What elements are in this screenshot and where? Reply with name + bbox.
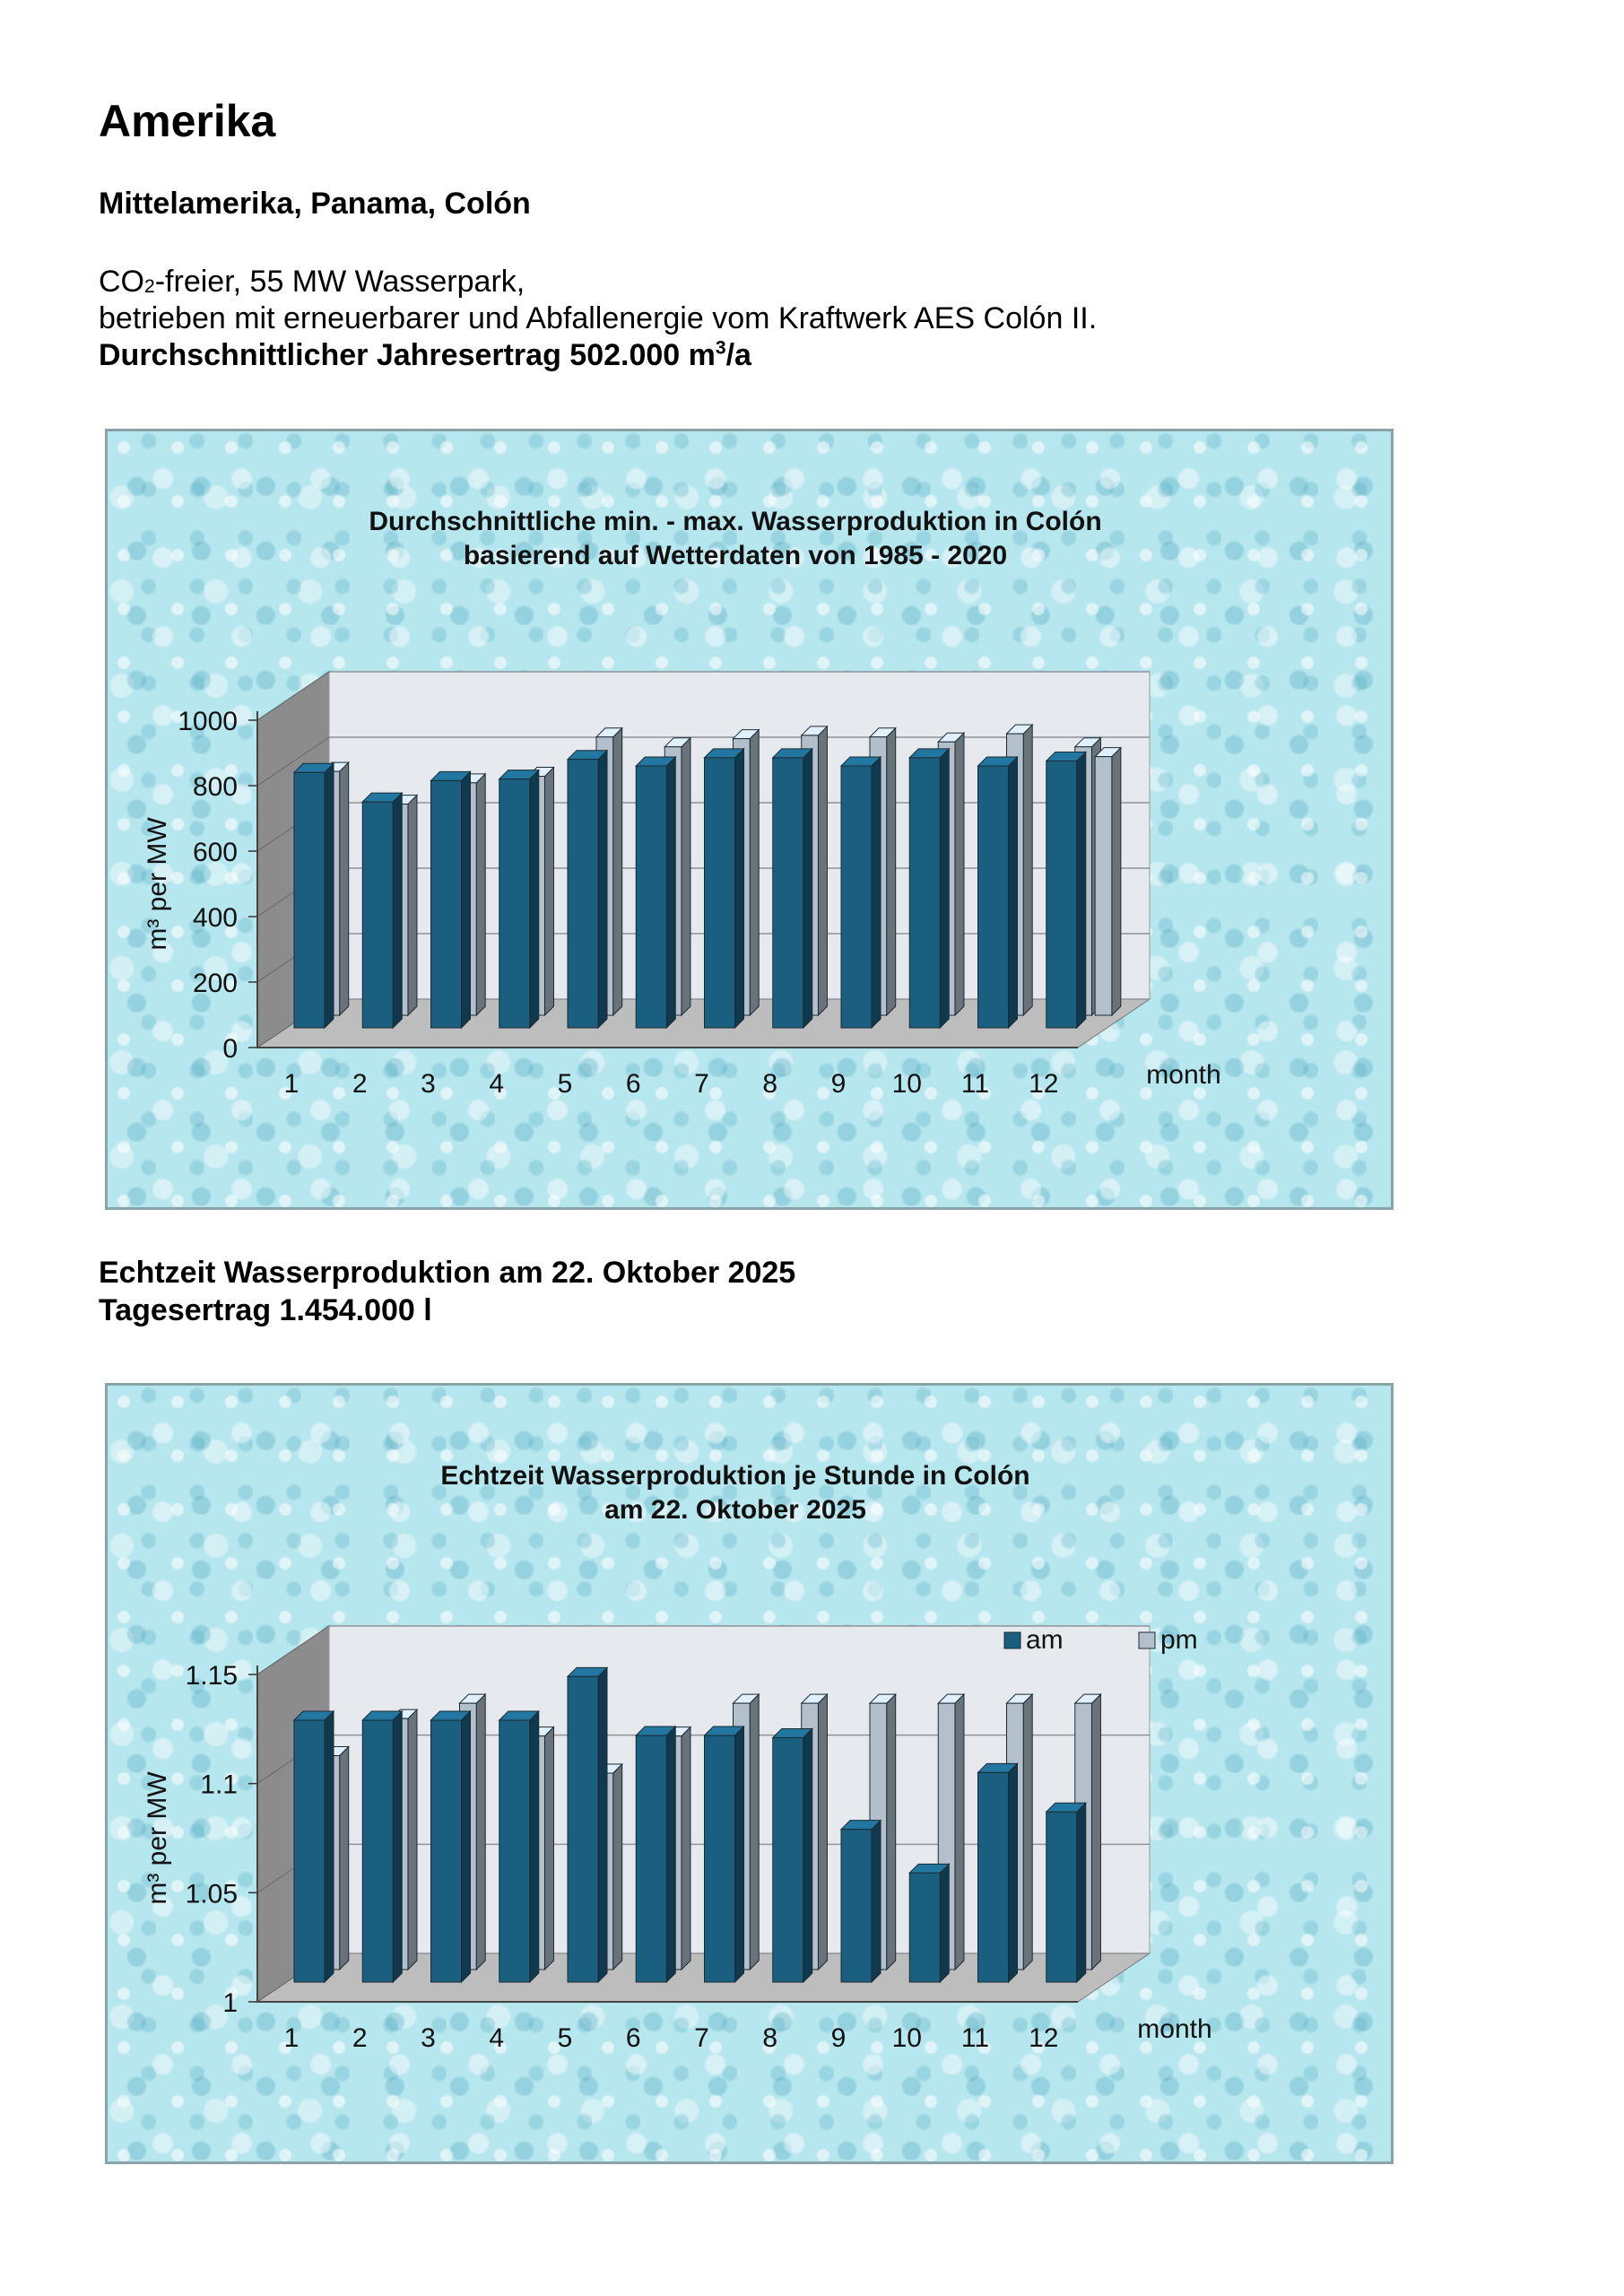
c1-bar-s1-4: [499, 770, 539, 1028]
c1-bar-extra: [1095, 748, 1121, 1015]
c1-xtick-label-5: 5: [557, 1069, 573, 1099]
c2-title-line-1: Echtzeit Wasserproduktion je Stunde in Colón: [440, 1461, 1030, 1491]
c2-xtick-label-8: 8: [762, 2023, 778, 2053]
c1-bar-s1-12-front: [1046, 761, 1077, 1028]
c2-bar-am-12-front: [1046, 1812, 1077, 1982]
c2-bar-am-5-front: [568, 1676, 598, 1982]
c2-bar-am-10: [909, 1864, 949, 1982]
hourly-production-chart-svg: [108, 1386, 1391, 2161]
c2-bar-pm-11-side: [1023, 1694, 1032, 1970]
c1-bar-s1-2: [362, 793, 402, 1028]
c1-bar-s2-9-side: [887, 728, 896, 1015]
c2-bar-am-5: [568, 1667, 607, 1982]
c2-bar-am-4: [499, 1711, 539, 1982]
c1-title-line-1: Durchschnittliche min. - max. Wasserproduktion in Colón: [369, 507, 1102, 536]
c1-bar-s1-6-front: [636, 766, 666, 1028]
c2-bar-am-10-front: [909, 1873, 940, 1982]
c2-bar-pm-8-side: [818, 1694, 827, 1970]
c1-bar-s2-3-side: [476, 774, 485, 1015]
annual-yield-unit: /a: [725, 338, 751, 372]
c1-ylabel: m³ per MW: [143, 817, 172, 951]
c2-bar-am-12-side: [1077, 1803, 1086, 1982]
c1-xtick-label-8: 8: [762, 1069, 778, 1099]
c2-legend-swatch-pm: [1139, 1632, 1155, 1648]
c1-xtick-label-7: 7: [694, 1069, 709, 1099]
c1-bar-s1-10-side: [940, 749, 949, 1028]
c2-bar-am-7-side: [735, 1726, 744, 1982]
c1-bar-s2-11-side: [1023, 725, 1032, 1015]
c2-xtick-label-4: 4: [489, 2023, 505, 2053]
c1-bar-s1-3: [431, 771, 471, 1028]
c2-ytick-label: 1.1: [200, 1770, 238, 1800]
daily-yield: Tagesertrag 1.454.000 l: [99, 1293, 432, 1327]
c1-xtick-label-10: 10: [891, 1069, 922, 1099]
c2-bar-am-4-front: [499, 1720, 530, 1982]
c2-xtick-label-11: 11: [960, 2023, 990, 2053]
c2-bar-am-10-side: [940, 1864, 949, 1982]
c2-bar-pm-9-side: [887, 1694, 896, 1970]
c2-legend-label-am: am: [1026, 1625, 1064, 1655]
c2-title-line-2: am 22. Oktober 2025: [604, 1495, 866, 1525]
c2-xtick-label-7: 7: [694, 2023, 709, 2053]
co2-prefix: CO: [99, 265, 144, 299]
c1-bar-s2-1-side: [340, 762, 349, 1015]
c2-bar-pm-4-side: [544, 1727, 553, 1970]
c2-bar-am-12: [1046, 1803, 1086, 1982]
c2-bar-am-2: [362, 1711, 402, 1982]
c2-ylabel: m³ per MW: [143, 1771, 172, 1905]
c1-bar-s1-1-front: [294, 772, 325, 1028]
c2-bar-am-4-side: [530, 1711, 539, 1982]
c2-bar-am-11-side: [1009, 1763, 1018, 1982]
c2-xtick-label-12: 12: [1029, 2023, 1059, 2053]
c1-ytick-label: 200: [192, 969, 238, 998]
c2-bar-am-8: [773, 1728, 812, 1982]
annual-yield-text: Durchschnittlicher Jahresertrag 502.000 m: [99, 338, 716, 372]
c1-ytick-label: 0: [222, 1034, 238, 1064]
park-description-rest: -freier, 55 MW Wasserpark,: [154, 265, 525, 299]
c1-bar-s1-6-side: [666, 757, 675, 1028]
c1-xtick-label-4: 4: [489, 1069, 505, 1099]
monthly-production-chart-svg: [108, 431, 1391, 1207]
c2-bar-am-2-front: [362, 1720, 393, 1982]
c2-xtick-label-9: 9: [830, 2023, 847, 2053]
c2-bar-am-3-side: [462, 1711, 471, 1982]
c1-bar-s1-1-side: [325, 763, 334, 1028]
c2-bar-am-9-front: [841, 1830, 872, 1982]
c1-bar-s1-12: [1046, 752, 1086, 1028]
c1-xtick-label-2: 2: [352, 1069, 368, 1099]
c1-ytick-label: 1000: [178, 707, 238, 736]
c1-bar-s1-9-side: [872, 757, 881, 1028]
c2-bar-am-11-front: [978, 1772, 1009, 1982]
c2-bar-pm-1-side: [340, 1747, 349, 1970]
c1-bar-s1-11-side: [1009, 757, 1018, 1028]
c1-bar-s1-4-front: [499, 779, 530, 1028]
c2-bar-pm-6-side: [682, 1727, 690, 1970]
realtime-heading: Echtzeit Wasserproduktion am 22. Oktober 2025: [99, 1256, 796, 1290]
c2-bar-am-7: [705, 1726, 744, 1982]
c1-bar-s1-2-side: [393, 793, 402, 1028]
c2-ytick-label: 1.15: [185, 1661, 238, 1691]
c1-bar-s1-5-side: [598, 751, 607, 1028]
c2-bar-pm-3-side: [476, 1694, 485, 1970]
c1-ytick-label: 400: [192, 903, 238, 933]
c1-bar-s2-10-side: [955, 733, 964, 1015]
monthly-production-chart: [105, 429, 1394, 1210]
c2-bar-am-1-side: [325, 1711, 334, 1982]
c1-bar-s1-11-front: [978, 766, 1009, 1028]
c2-bar-am-6-front: [636, 1735, 666, 1982]
c2-bar-am-1-front: [294, 1720, 325, 1982]
c2-bar-pm-2-side: [408, 1709, 417, 1970]
c2-bar-am-2-side: [393, 1711, 402, 1982]
c2-bar-am-5-side: [598, 1667, 607, 1982]
c1-bar-s1-4-side: [530, 770, 539, 1028]
c1-bar-s1-11: [978, 757, 1018, 1028]
c2-xtick-label-1: 1: [283, 2023, 300, 2053]
c1-title-line-2: basierend auf Wetterdaten von 1985 - 2020: [463, 541, 1008, 570]
c2-legend-swatch-am: [1004, 1632, 1020, 1648]
c2-bar-am-9-side: [872, 1821, 881, 1982]
c2-bar-am-1: [294, 1711, 334, 1982]
c2-bar-am-3: [431, 1711, 471, 1982]
c2-bar-am-8-front: [773, 1737, 803, 1982]
c1-xtick-label-3: 3: [421, 1069, 436, 1099]
c1-bar-s1-2-front: [362, 802, 393, 1028]
c1-bar-s1-8-front: [773, 758, 803, 1028]
c2-bar-am-3-front: [431, 1720, 462, 1982]
c1-bar-s1-7: [705, 749, 744, 1028]
hourly-production-chart: [105, 1383, 1394, 2164]
park-description: [99, 265, 525, 300]
c2-bar-pm-5-side: [613, 1764, 622, 1970]
c2-bar-pm-12-side: [1091, 1694, 1100, 1970]
c2-bar-am-11: [978, 1763, 1018, 1982]
c2-xtick-label-5: 5: [557, 2023, 573, 2053]
c1-bar-s2-5-side: [613, 728, 622, 1015]
c1-bar-s1-10: [909, 749, 949, 1028]
c2-xtick-label-3: 3: [421, 2023, 436, 2053]
operation-description: betrieben mit erneuerbarer und Abfallenergie vom Kraftwerk AES Colón II.: [99, 301, 1098, 335]
annual-yield-sup: 3: [715, 337, 726, 359]
co2-subscript: 2: [144, 276, 155, 298]
c2-bar-am-7-front: [705, 1735, 735, 1982]
c1-bar-s1-8-side: [803, 749, 812, 1028]
page-title: Amerika: [99, 96, 276, 146]
c2-xtick-label-6: 6: [625, 2023, 641, 2053]
c1-bar-s1-5-front: [568, 760, 598, 1028]
c1-xtick-label-12: 12: [1029, 1069, 1059, 1099]
c1-xtick-label-11: 11: [960, 1069, 990, 1099]
c2-ytick-label: 1.05: [185, 1879, 238, 1909]
c1-xtick-label-6: 6: [625, 1069, 641, 1099]
c1-bar-s2-2-side: [408, 796, 417, 1015]
c2-bar-pm-7-side: [750, 1694, 759, 1970]
c1-bar-s1-7-front: [705, 758, 735, 1028]
c2-bar-am-6: [636, 1726, 675, 1982]
c1-bar-s1-12-side: [1077, 752, 1086, 1028]
c2-ytick-label: 1: [222, 1988, 238, 2018]
c1-bar-s2-4-side: [544, 768, 553, 1015]
c2-bar-am-9: [841, 1821, 881, 1982]
c1-bar-extra-side: [1112, 748, 1121, 1015]
c2-bar-am-6-side: [666, 1726, 675, 1982]
c2-xlabel: month: [1137, 2014, 1212, 2044]
c1-xtick-label-9: 9: [830, 1069, 847, 1099]
c1-bar-s1-9-front: [841, 766, 872, 1028]
c1-ytick-label: 800: [192, 772, 238, 802]
c1-bar-extra-front: [1095, 757, 1112, 1015]
c1-bar-s1-8: [773, 749, 812, 1028]
c2-bar-am-8-side: [803, 1728, 812, 1982]
c1-xtick-label-1: 1: [283, 1069, 300, 1099]
c1-bar-s2-8-side: [818, 726, 827, 1015]
c1-bar-s1-10-front: [909, 758, 940, 1028]
c1-bar-s1-5: [568, 751, 607, 1028]
c1-xlabel: month: [1146, 1060, 1221, 1090]
c1-bar-s1-1: [294, 763, 334, 1028]
c1-bar-s1-6: [636, 757, 675, 1028]
c1-ytick-label: 600: [192, 838, 238, 867]
c2-legend-label-pm: pm: [1160, 1625, 1198, 1655]
c1-bar-s1-3-front: [431, 780, 462, 1028]
c1-bar-s1-9: [841, 757, 881, 1028]
annual-yield: [99, 338, 751, 373]
location-heading: Mittelamerika, Panama, Colón: [99, 187, 531, 221]
c2-xtick-label-2: 2: [352, 2023, 368, 2053]
c1-bar-s2-6-side: [682, 738, 690, 1015]
c2-bar-pm-10-side: [955, 1694, 964, 1970]
c1-bar-s2-7-side: [750, 730, 759, 1015]
c2-xtick-label-10: 10: [891, 2023, 922, 2053]
c1-bar-s1-7-side: [735, 749, 744, 1028]
c1-bar-s1-3-side: [462, 771, 471, 1028]
